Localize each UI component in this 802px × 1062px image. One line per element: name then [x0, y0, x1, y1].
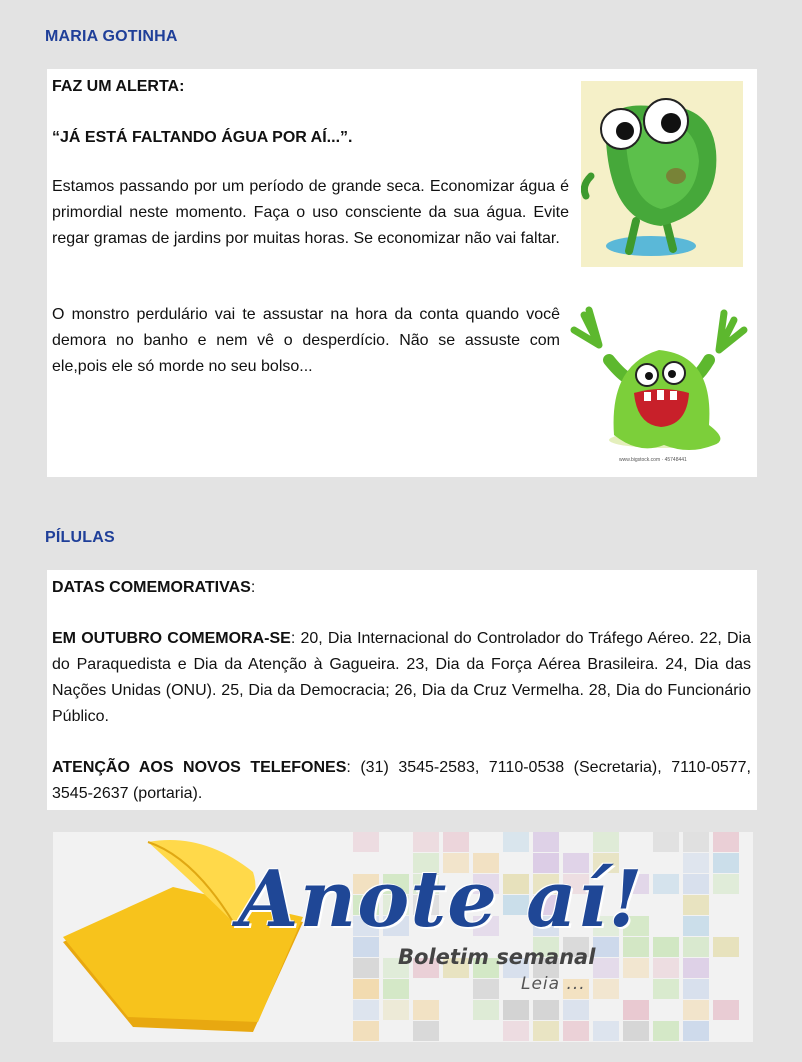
- mosaic-tile: [533, 1000, 559, 1020]
- mosaic-tile: [713, 853, 739, 873]
- alert-paragraph-1: Estamos passando por um período de grande seca. Economizar água é primordial neste momento. Faça o uso consciente da sua água. Evite regar gramas de jardins por muitas horas. Se economizar não vai faltar.: [52, 178, 569, 247]
- mosaic-tile: [653, 1021, 679, 1041]
- outubro-paragraph: [52, 626, 751, 730]
- frog-drop-illustration: [581, 81, 743, 267]
- mosaic-tile: [503, 1021, 529, 1041]
- alert-heading: FAZ UM ALERTA:: [52, 78, 185, 95]
- mosaic-tile: [473, 979, 499, 999]
- mosaic-tile: [683, 937, 709, 957]
- mosaic-tile: [413, 832, 439, 852]
- mosaic-tile: [683, 1021, 709, 1041]
- telefones-label: ATENÇÃO AOS NOVOS TELEFONES: [52, 759, 347, 776]
- mosaic-tile: [713, 1000, 739, 1020]
- mosaic-tile: [533, 1021, 559, 1041]
- outubro-text: : 20, Dia Internacional do Controlador do Tráfego Aéreo. 22, Dia do Paraquedista e Dia da Atenção à Gagueira. 23, Dia da Força Aérea Brasileira. 24, Dia das Nações Unidas (ONU). 25, Dia da Democracia; 26, Dia da Cruz Vermelha. 28, Dia do Funcionário Público.: [52, 630, 752, 725]
- mosaic-tile: [683, 874, 709, 894]
- datas-label: DATAS COMEMORATIVAS: [52, 579, 251, 596]
- mosaic-tile: [473, 1000, 499, 1020]
- telefones-text: : (31) 3545-2583, 7110-0538 (Secretaria), 7110-0577, 3545-2637 (portaria).: [52, 759, 751, 802]
- mosaic-tile: [593, 979, 619, 999]
- mosaic-tile: [713, 874, 739, 894]
- pilulas-box: [47, 570, 757, 810]
- mosaic-tile: [563, 1000, 589, 1020]
- mosaic-tile: [713, 832, 739, 852]
- green-monster-illustration: [569, 305, 749, 473]
- mosaic-tile: [653, 832, 679, 852]
- outubro-label: EM OUTUBRO COMEMORA-SE: [52, 630, 291, 647]
- mosaic-tile: [563, 1021, 589, 1041]
- section-title-maria-gotinha: MARIA GOTINHA: [45, 28, 178, 45]
- datas-suffix: :: [250, 579, 256, 596]
- mosaic-tile: [683, 1000, 709, 1020]
- mosaic-tile: [593, 832, 619, 852]
- mosaic-tile: [683, 853, 709, 873]
- mosaic-tile: [533, 832, 559, 852]
- mosaic-tile: [623, 958, 649, 978]
- anote-ai-banner: [53, 832, 753, 1042]
- mosaic-tile: [653, 874, 679, 894]
- mosaic-tile: [593, 958, 619, 978]
- mosaic-tile: [683, 958, 709, 978]
- mosaic-tile: [593, 1021, 619, 1041]
- mosaic-tile: [383, 1000, 409, 1020]
- mosaic-tile: [683, 916, 709, 936]
- alert-quote: “JÁ ESTÁ FALTANDO ÁGUA POR AÍ...”.: [52, 129, 353, 146]
- mosaic-tile: [413, 1000, 439, 1020]
- mosaic-tile: [653, 958, 679, 978]
- mosaic-tile: [623, 1000, 649, 1020]
- mosaic-tile: [653, 979, 679, 999]
- banner-title: Anote aí!: [238, 854, 644, 945]
- mosaic-tile: [503, 832, 529, 852]
- banner-tagline: Leia ...: [521, 974, 586, 994]
- alert-paragraph-2: O monstro perdulário vai te assustar na hora da conta quando você demora no banho e nem vê o desperdício. Não se assuste com ele,pois ele só morde no seu bolso...: [52, 306, 560, 375]
- mosaic-tile: [503, 1000, 529, 1020]
- section-title-pilulas: PÍLULAS: [45, 529, 115, 546]
- mosaic-tile: [653, 937, 679, 957]
- mosaic-tile: [713, 937, 739, 957]
- datas-comemorativas: [52, 575, 255, 601]
- banner-subtitle: Boletim semanal: [398, 945, 596, 969]
- telefones-paragraph: [52, 755, 751, 807]
- mosaic-tile: [443, 832, 469, 852]
- mosaic-tile: [623, 1021, 649, 1041]
- mosaic-tile: [683, 832, 709, 852]
- maria-gotinha-box: [47, 69, 757, 477]
- mosaic-tile: [683, 895, 709, 915]
- mosaic-tile: [383, 979, 409, 999]
- mosaic-tile: [413, 1021, 439, 1041]
- monster-watermark: www.bigstock.com · 45748441: [619, 457, 687, 463]
- mosaic-tile: [683, 979, 709, 999]
